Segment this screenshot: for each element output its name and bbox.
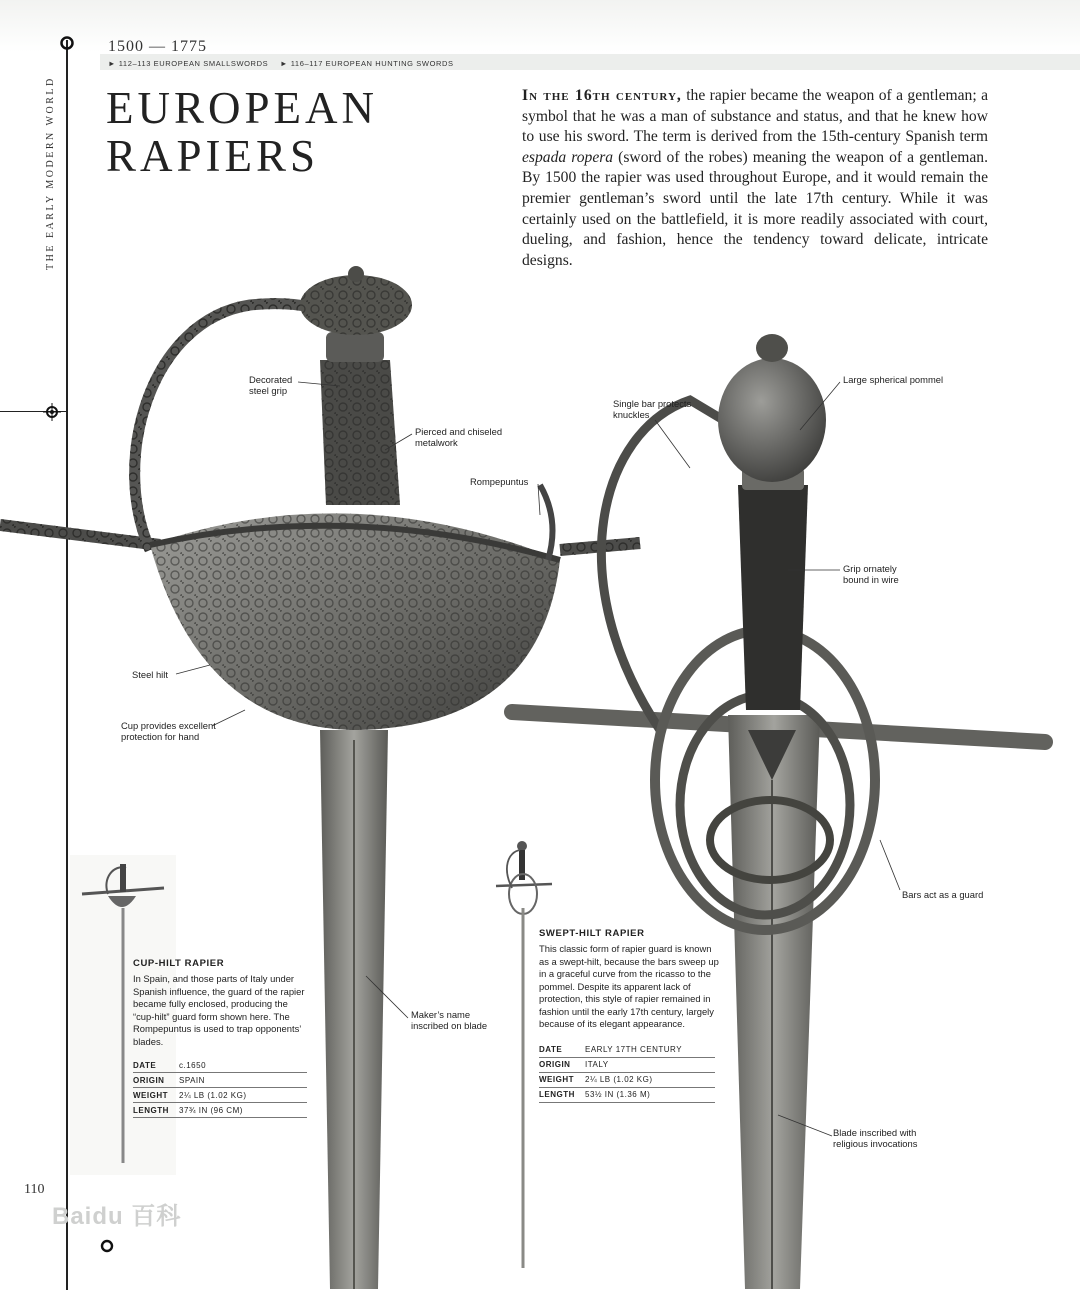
swept-hilt-spec-table [539,1043,715,1103]
callout-spherical-pommel [843,374,943,385]
cup-hilt-knuckle-bow [135,304,330,550]
spec-key: ORIGIN [133,1073,179,1088]
callout-line: Pierced and chiseled [415,426,503,437]
page-title [106,84,378,180]
swept-hilt-pommel-button [756,334,788,362]
callout-single-bar [613,398,691,420]
callout-steel-hilt [132,669,168,680]
cup-hilt-pommel-button [348,266,364,282]
intro-italic-term: espada ropera [522,148,614,166]
spec-row [539,1057,715,1072]
cup-hilt-ferrule [326,332,384,362]
spec-value: ITALY [585,1057,715,1072]
callout-line: Large spherical pommel [843,374,944,385]
spec-key: LENGTH [539,1087,585,1102]
nav-link-smallswords[interactable]: ► 112–113 EUROPEAN SMALLSWORDS [108,59,269,68]
callout-line: Blade inscribed with [833,1127,917,1138]
spec-value: c.1650 [179,1058,307,1073]
callout-blade-inscribed [833,1127,917,1149]
swept-hilt-heading: SWEPT-HILT RAPIER [539,928,645,939]
swept-hilt-rapier-illustration [512,334,1045,1289]
callout-line: Bars act as a guard [902,889,984,900]
title-line-2: RAPIERS [106,131,320,181]
cup-hilt-grip-filigree [320,360,400,505]
callout-line: steel grip [249,385,288,396]
cup-hilt-description: In Spain, and those parts of Italy under Spanish influence, the guard of the rapier became fully enclosed, producing the “cup-hilt” guard form shown here. The Rompepuntus is used to trap opponents’ blades. [133,973,305,1047]
cup-hilt-heading: CUP-HILT RAPIER [133,958,225,969]
spec-key: WEIGHT [539,1072,585,1087]
cup-hilt-knuckle-filigree [135,304,330,550]
rompepuntus-bar [540,485,553,560]
callout-bars-guard [902,889,983,900]
callout-line: Rompepuntus [470,476,529,487]
cup-hilt-info [133,958,311,1118]
callout-line: knuckles [613,409,650,420]
swept-hilt-info [539,928,719,1103]
callout-line: Single bar protects [613,398,692,409]
intro-paragraph [522,86,988,271]
spec-value: 37¾ IN (96 CM) [179,1103,307,1118]
swept-hilt-grip-wire [738,485,808,710]
spec-value: 53½ IN (1.36 M) [585,1087,715,1102]
callout-decorated-grip [249,374,292,396]
spec-key: ORIGIN [539,1057,585,1072]
title-line-1: EUROPEAN [106,83,379,133]
spec-row [539,1087,715,1102]
spec-value: 2¼ LB (1.02 KG) [585,1072,715,1087]
date-range: 1500 — 1775 [108,38,207,55]
nav-link-hunting-swords[interactable]: ► 116–117 EUROPEAN HUNTING SWORDS [280,59,454,68]
spec-row [133,1058,307,1073]
spec-row [133,1088,307,1103]
callout-cup-protection [121,720,216,742]
intro-text: the rapier became the weapon of a gentleman; a symbol that he was a man of substance and status, and that he knew how to use his sword. The term is derived from the 15th-century Spanish term [522,87,988,146]
callout-line: Steel hilt [132,669,168,680]
callout-rompepuntus [470,476,528,487]
callout-line: protection for hand [121,731,200,742]
swept-hilt-pommel [718,358,826,482]
callout-line: religious invocations [833,1138,918,1149]
section-side-title: THE EARLY MODERN WORLD [45,76,56,270]
intro-text-2: (sword of the robes) meaning the weapon of a gentleman. By 1500 the rapier was used throughout Europe, and it would remain the premier gentleman’s sword until the late 17th century. While it was certainly used on the battlefield, it is more readily associated with court, dueling, and fashion, hence the tendency toward delicate, intricate designs. [522,148,988,269]
callout-line: metalwork [415,437,458,448]
intro-lead: In the 16th century, [522,87,682,104]
callout-line: bound in wire [843,574,899,585]
cup-hilt-spec-table [133,1058,307,1118]
ring-ornament-top-icon [56,32,78,54]
callout-line: Maker’s name [411,1009,471,1020]
callout-line: Grip ornately [843,563,897,574]
spec-row [133,1103,307,1118]
spec-key: DATE [539,1043,585,1058]
callout-pierced-metalwork [415,426,502,448]
spec-key: DATE [133,1058,179,1073]
spec-key: LENGTH [133,1103,179,1118]
callout-grip-wire [843,563,899,585]
page-number: 110 [24,1182,45,1197]
watermark: Baidu 百科 [52,1203,182,1230]
callout-line: Cup provides excellent [121,720,216,731]
cup-hilt-pommel-filigree [300,275,412,335]
spec-value: EARLY 17TH CENTURY [585,1043,715,1058]
callout-line: inscribed on blade [411,1020,488,1031]
spec-key: WEIGHT [133,1088,179,1103]
swept-hilt-description: This classic form of rapier guard is known as a swept-hilt, because the bars sweep up in a graceful curve from the ricasso to the pommel. Despite its apparent lack of protection, this style of rapier remained in fashion until the early 17th century, largely because of its elegant appearance. [539,943,719,1029]
swept-hilt-knuckle-bow [601,400,740,730]
callout-makers-name [411,1009,487,1031]
spec-value: 2¼ LB (1.02 KG) [179,1088,307,1103]
callout-line: Decorated [249,374,293,385]
spec-row [133,1073,307,1088]
spec-row [539,1072,715,1087]
spec-row [539,1043,715,1058]
spec-value: SPAIN [179,1073,307,1088]
